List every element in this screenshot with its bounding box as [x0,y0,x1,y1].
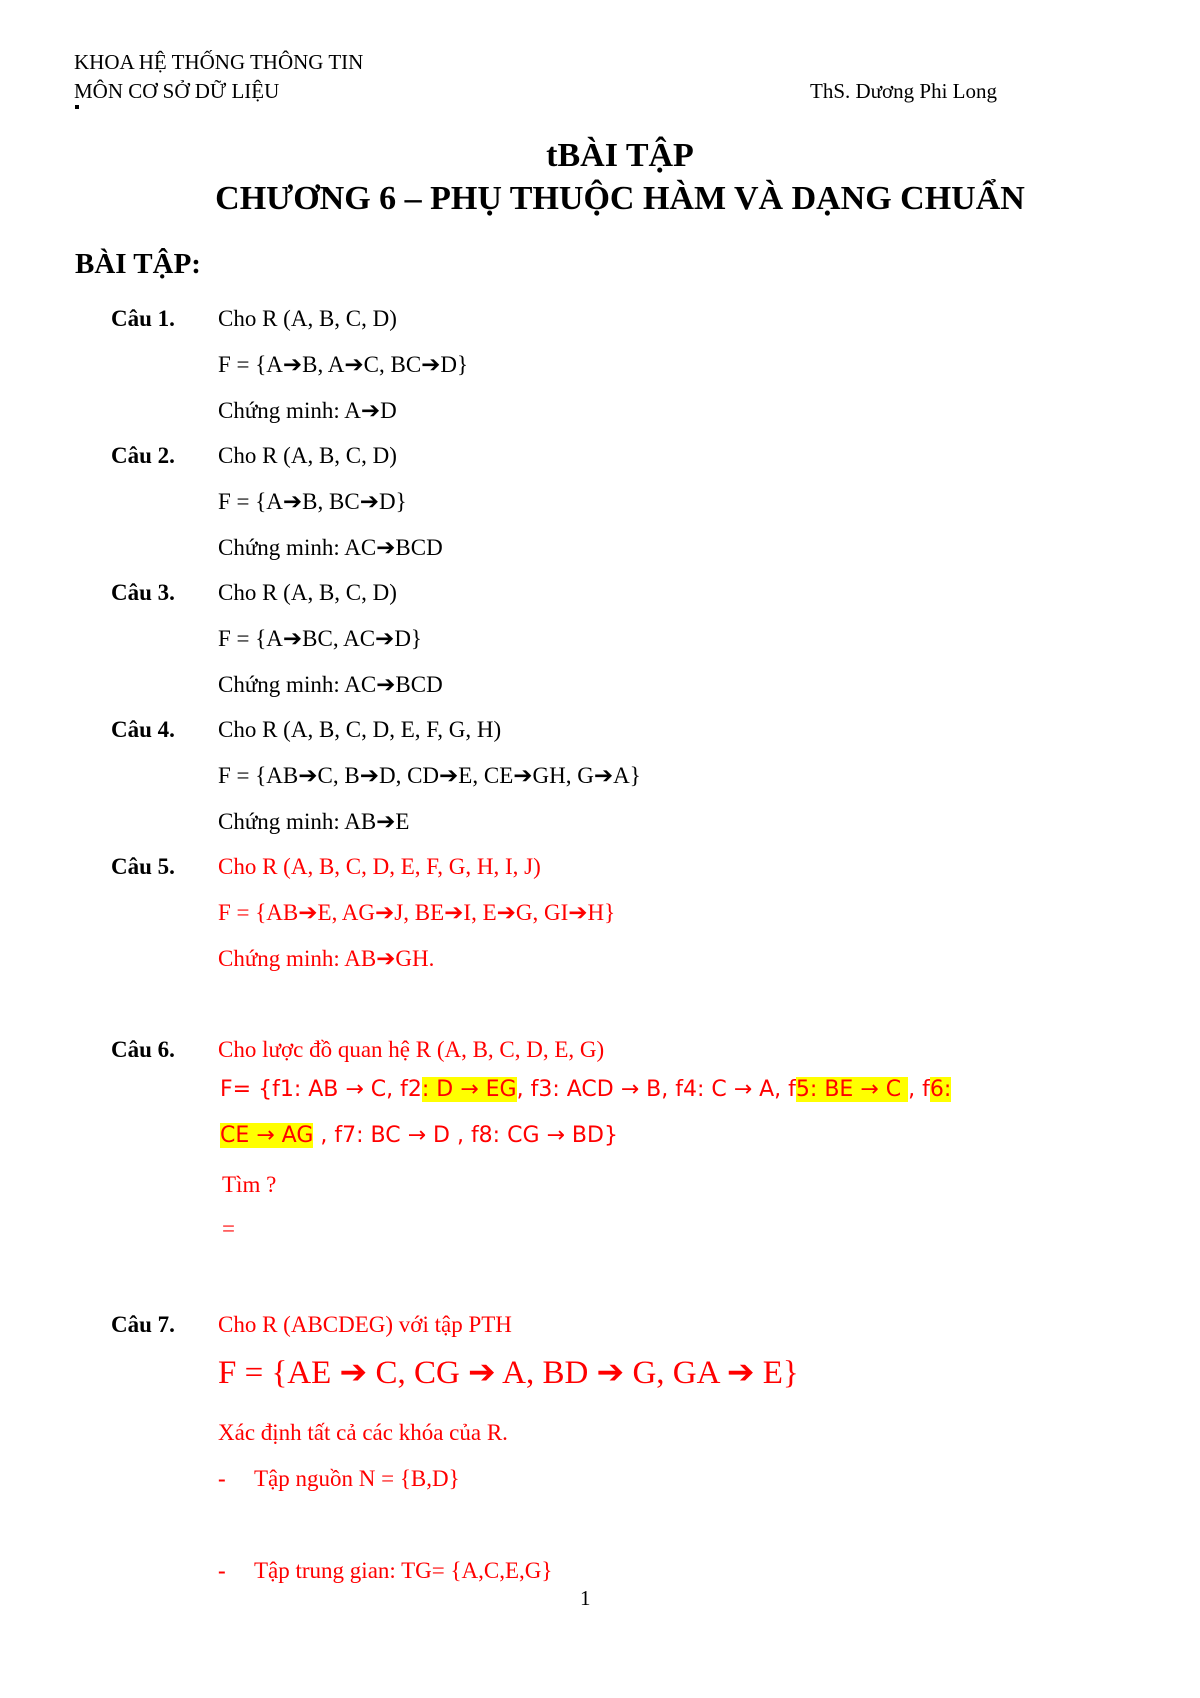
question-3-label: Câu 3. [111,580,175,605]
header-course: MÔN CƠ SỞ DỮ LIỆU [74,79,280,103]
fd-highlight: 6: [929,1077,952,1102]
fd-highlight: : D → EG [421,1077,517,1102]
question-3-line: Cho R (A, B, C, D) [218,580,397,605]
question-5-line: F = {AB➔E, AG➔J, BE➔I, E➔G, GI➔H} [218,900,616,925]
question-1-line: Cho R (A, B, C, D) [218,306,397,331]
question-6-fd-line-2 [220,1123,618,1148]
page-title-line1: tBÀI TẬP [546,137,694,174]
bullet-dash: - [218,1466,226,1491]
question-4-line: Chứng minh: AB➔E [218,809,410,834]
question-5-label: Câu 5. [111,854,175,879]
section-title: BÀI TẬP: [75,248,201,280]
fd-text: , f [908,1077,930,1102]
question-1-line: F = {A➔B, A➔C, BC➔D} [218,352,469,377]
page-number: 1 [580,1586,591,1610]
question-7-task: Xác định tất cả các khóa của R. [218,1420,508,1445]
question-6-find: Tìm ? [222,1172,277,1197]
fd-text: , f7: BC → D , f8: CG → BD} [313,1123,618,1148]
question-4-label: Câu 4. [111,717,175,742]
question-2-label: Câu 2. [111,443,175,468]
question-5-line: Cho R (A, B, C, D, E, F, G, H, I, J) [218,854,541,879]
question-3-line: F = {A➔BC, AC➔D} [218,626,422,651]
fd-highlight: CE → AG [220,1123,314,1148]
question-7-intro: Cho R (ABCDEG) với tập PTH [218,1312,512,1337]
bullet-dash: - [218,1558,226,1583]
question-6-fd-line-1 [220,1077,951,1102]
fd-text: , f3: ACD → B, f4: C → A, f [516,1077,796,1102]
question-3-line: Chứng minh: AC➔BCD [218,672,443,697]
question-7-bullet: Tập nguồn N = {B,D} [254,1466,460,1491]
question-7-bullet: Tập trung gian: TG= {A,C,E,G} [254,1558,553,1583]
header-dot [75,105,79,109]
question-7-fd-set: F = {AE ➔ C, CG ➔ A, BD ➔ G, GA ➔ E} [218,1355,799,1391]
question-6-equals: = [222,1216,235,1241]
header-faculty: KHOA HỆ THỐNG THÔNG TIN [74,50,364,74]
question-7-label: Câu 7. [111,1312,175,1337]
fd-highlight: 5: BE → C [795,1077,909,1102]
fd-text: F= {f1: AB → C, f2 [220,1077,422,1102]
question-2-line: Chứng minh: AC➔BCD [218,535,443,560]
question-2-line: F = {A➔B, BC➔D} [218,489,407,514]
question-4-line: Cho R (A, B, C, D, E, F, G, H) [218,717,502,742]
question-6-label: Câu 6. [111,1037,175,1062]
question-2-line: Cho R (A, B, C, D) [218,443,397,468]
question-1-label: Câu 1. [111,306,175,331]
question-1-line: Chứng minh: A➔D [218,398,397,423]
question-6-intro: Cho lược đồ quan hệ R (A, B, C, D, E, G) [218,1037,605,1062]
header-author: ThS. Dương Phi Long [810,79,998,103]
page-title-line2: CHƯƠNG 6 – PHỤ THUỘC HÀM VÀ DẠNG CHUẨN [215,180,1025,217]
question-4-line: F = {AB➔C, B➔D, CD➔E, CE➔GH, G➔A} [218,763,641,788]
question-5-line: Chứng minh: AB➔GH. [218,946,435,971]
